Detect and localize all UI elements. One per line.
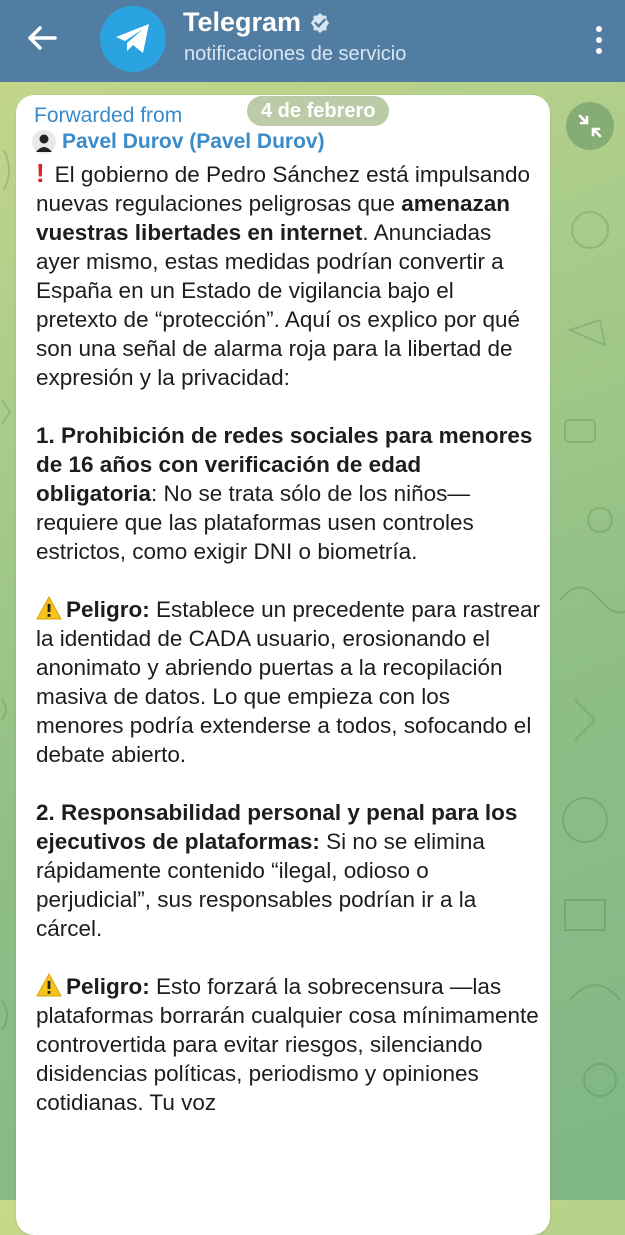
message-paragraph-1: ! El gobierno de Pedro Sánchez está impulsando nuevas regulaciones peligrosas que amenazan vuestras libertades en internet. Anunciadas ayer mismo, estas medidas podrían convertir a España en un Estado de vigilancia bajo el pretexto de “protección”. Aquí os explico por qué son una señal de alarma roja para la libertad de expresión y la privacidad: (36, 158, 530, 390)
chat-title-text: Telegram (183, 7, 302, 37)
date-badge: 4 de febrero (247, 96, 389, 126)
warning-icon (36, 596, 62, 620)
chat-subtitle: notificaciones de servicio (184, 43, 407, 65)
verified-badge-icon (309, 12, 331, 34)
chat-header (0, 0, 625, 82)
message-paragraph-4: 2. Responsabilidad personal y penal para los ejecutivos de plataformas: Si no se elimina rápidamente contenido “ilegal, odioso o perjudicial”, sus responsables podrían ir a la cárcel. (36, 800, 518, 941)
message-paragraph-5: Peligro: Esto forzará la sobrecensura —las plataformas borrarán cualquier cosa mínimamente controvertida para evitar riesgos, silenciando disidencias políticas, periodismo y opiniones cotidianas. Tu voz (36, 974, 539, 1115)
warning-icon (36, 973, 62, 997)
red-exclamation-icon: ! (36, 158, 45, 188)
more-vertical-icon[interactable] (587, 20, 611, 60)
forwarded-from-label: Forwarded from (34, 104, 183, 127)
arrow-left-icon[interactable] (22, 18, 62, 58)
author-avatar-icon (32, 130, 56, 154)
message-paragraph-3: Peligro: Establece un precedente para rastrear la identidad de CADA usuario, erosionando el anonimato y abriendo puertas a la recopilación masiva de datos. Lo que empieza con los menores podría extenderse a todos, sofocando el debate abierto. (36, 597, 540, 767)
message-paragraph-2: 1. Prohibición de redes sociales para menores de 16 años con verificación de edad obligatoria: No se trata sólo de los niños—requiere que las plataformas usen controles estrictos, como exigir DNI o biometría. (36, 423, 533, 564)
forwarded-message-bubble[interactable] (16, 95, 550, 1235)
message-text (36, 159, 541, 1146)
forward-author[interactable] (32, 130, 325, 154)
collapse-arrows-icon[interactable] (566, 102, 614, 150)
author-name: Pavel Durov (Pavel Durov) (62, 130, 325, 153)
chat-title[interactable] (183, 7, 331, 38)
telegram-logo-avatar[interactable] (100, 6, 166, 72)
